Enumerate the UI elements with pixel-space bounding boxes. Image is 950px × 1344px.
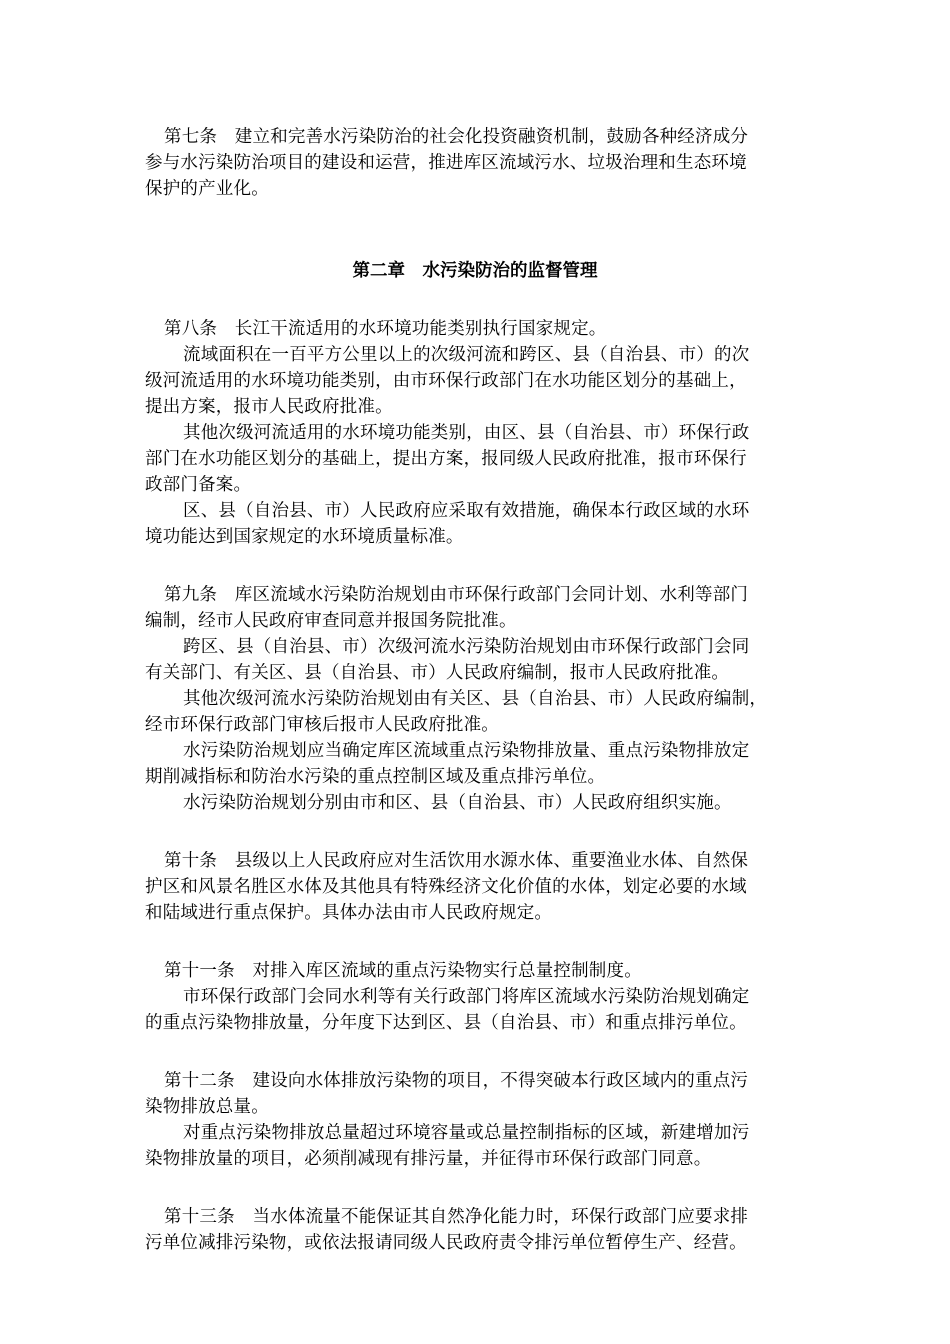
text-line: 第十一条 对排入库区流域的重点污染物实行总量控制制度。 [164, 961, 642, 981]
text-line: 境功能达到国家规定的水环境质量标准。 [145, 527, 464, 547]
text-line: 水污染防治规划应当确定库区流域重点污染物排放量、重点污染物排放定 [183, 741, 750, 761]
text-line: 的重点污染物排放量，分年度下达到区、县（自治县、市）和重点排污单位。 [145, 1013, 747, 1033]
text-line: 流域面积在一百平方公里以上的次级河流和跨区、县（自治县、市）的次 [183, 345, 750, 365]
text-line: 第十二条 建设向水体排放污染物的项目，不得突破本行政区域内的重点污 [164, 1071, 749, 1091]
text-line: 染物排放总量。 [145, 1097, 269, 1117]
text-line: 染物排放量的项目，必须削减现有排污量，并征得市环保行政部门同意。 [145, 1149, 712, 1169]
paragraph-spacer [145, 1036, 805, 1068]
text-line: 跨区、县（自治县、市）次级河流水污染防治规划由市环保行政部门会同 [183, 637, 750, 657]
paragraph-spacer [145, 284, 805, 316]
text-line: 护区和风景名胜区水体及其他具有特殊经济文化价值的水体，划定必要的水域 [145, 877, 747, 897]
text-line: 第十条 县级以上人民政府应对生活饮用水源水体、重要渔业水体、自然保 [164, 851, 749, 871]
text-line: 编制，经市人民政府审查同意并报国务院批准。 [145, 611, 517, 631]
text-line: 其他次级河流水污染防治规划由有关区、县（自治县、市）人民政府编制， [183, 689, 768, 709]
text-line: 其他次级河流适用的水环境功能类别，由区、县（自治县、市）环保行政 [183, 423, 750, 443]
text-line: 经市环保行政部门审核后报市人民政府批准。 [145, 715, 499, 735]
text-line: 级河流适用的水环境功能类别，由市环保行政部门在水功能区划分的基础上， [145, 371, 747, 391]
text-line: 第七条 建立和完善水污染防治的社会化投资融资机制，鼓励各种经济成分 [164, 127, 749, 147]
text-line: 提出方案，报市人民政府批准。 [145, 397, 393, 417]
text-line: 区、县（自治县、市）人民政府应采取有效措施，确保本行政区域的水环 [183, 501, 750, 521]
text-line: 第十三条 当水体流量不能保证其自然净化能力时，环保行政部门应要求排 [164, 1207, 749, 1227]
text-line: 政部门备案。 [145, 475, 252, 495]
paragraph-spacer [145, 816, 805, 848]
text-line: 和陆域进行重点保护。具体办法由市人民政府规定。 [145, 903, 553, 923]
text-line: 污单位减排污染物，或依法报请同级人民政府责令排污单位暂停生产、经营。 [145, 1233, 747, 1253]
document-page [145, 124, 805, 1256]
text-line: 市环保行政部门会同水利等有关行政部门将库区流域水污染防治规划确定 [183, 987, 750, 1007]
text-line: 有关部门、有关区、县（自治县、市）人民政府编制，报市人民政府批准。 [145, 663, 730, 683]
chapter-heading: 第二章 水污染防治的监督管理 [352, 261, 598, 281]
text-line: 水污染防治规划分别由市和区、县（自治县、市）人民政府组织实施。 [183, 793, 732, 813]
paragraph-spacer [145, 926, 805, 958]
text-line: 参与水污染防治项目的建设和运营，推进库区流域污水、垃圾治理和生态环境 [145, 153, 747, 173]
text-line: 保护的产业化。 [145, 179, 269, 199]
text-line: 期削减指标和防治水污染的重点控制区域及重点排污单位。 [145, 767, 606, 787]
paragraph-spacer [145, 202, 805, 258]
text-line: 对重点污染物排放总量超过环境容量或总量控制指标的区域，新建增加污 [183, 1123, 750, 1143]
paragraph-spacer [145, 550, 805, 582]
text-line: 第八条 长江干流适用的水环境功能类别执行国家规定。 [164, 319, 607, 339]
paragraph-spacer [145, 1172, 805, 1204]
text-line: 部门在水功能区划分的基础上，提出方案，报同级人民政府批准，报市环保行 [145, 449, 747, 469]
text-line: 第九条 库区流域水污染防治规划由市环保行政部门会同计划、水利等部门 [164, 585, 749, 605]
